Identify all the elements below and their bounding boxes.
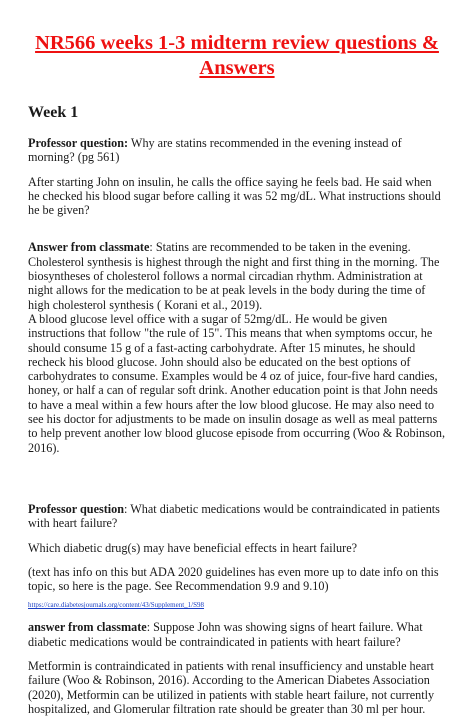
question-label: Professor question:	[28, 136, 129, 150]
professor-question-1	[28, 136, 446, 165]
classmate-answer-2-continued: Metformin is contraindicated in patients with renal insufficiency and unstable heart failure (Woo & Robinson, 2016). According to the American Diabetes Association (2020), Metformin can be utilized in patients with stable heart failure, not currently hospitalized, and Glomerular filtration rate should be greater than 30 ml per hour.	[28, 659, 435, 716]
page-title: NR566 weeks 1-3 midterm review questions & Answers	[35, 32, 439, 79]
question-followup-1: After starting John on insulin, he calls the office saying he feels bad. He said when he checked his blood sugar before calling it was 52 mg/dL. What instructions should he be given?	[28, 174, 441, 218]
question-text: : What diabetic medications would be contraindicated in patients with heart failure?	[28, 501, 440, 531]
answer-label: answer from classmate	[28, 620, 147, 635]
question-followup-2: Which diabetic drug(s) may have beneficial effects in heart failure?	[28, 540, 358, 555]
classmate-answer-1	[28, 240, 446, 311]
week-heading: Week 1	[28, 104, 79, 121]
question-note: (text has info on this but ADA 2020 guidelines has even more up to date info on this topic, so here is the page. See Recommendation 9.9 and 9.10)	[28, 564, 439, 594]
answer-label: Answer from classmate	[28, 240, 150, 255]
question-text: Why are statins recommended in the evening instead of morning? (pg 561)	[28, 136, 402, 165]
question-label: Professor question	[28, 501, 125, 516]
answer-text: : Suppose John was showing signs of heart failure. What diabetic medications would be contraindicated in patients with heart failure?	[28, 620, 423, 649]
classmate-answer-1-continued: A blood glucose level office with a sugar of 52mg/dL. He would be given instructions that follow "the rule of 15". This means that when symptoms occur, he should consume 15 g of a fast-acting carbohydrate. After 15 minutes, he should recheck his blood glucose. John should also be educated on the best options of carbohydrates to consume. Examples would be 4 oz of juice, four-five hard candies, honey, or half a can of regular soft drink. Another education point is that John needs to have a meal within a few hours after the low blood glucose. He may also need to see his doctor for adjustments to be made on insulin dosage as well as meal patterns to help prevent another low blood glucose episode from occurring (Woo & Robinson, 2016).	[28, 311, 446, 455]
guideline-link[interactable]: https://care.diabetesjournals.org/content/43/Supplement_1/S98	[28, 601, 205, 610]
answer-text: : Statins are recommended to be taken in the evening. Cholesterol synthesis is highest through the night and first thing in the morning. The biosyntheses of cholesterol follows a normal circadian rhythm. Administration at night allows for the medication to be at peak levels in the body during the time of high cholesterol synthesis ( Korani et al., 2019).	[28, 240, 440, 312]
classmate-answer-2	[28, 620, 446, 649]
professor-question-2	[28, 502, 446, 531]
